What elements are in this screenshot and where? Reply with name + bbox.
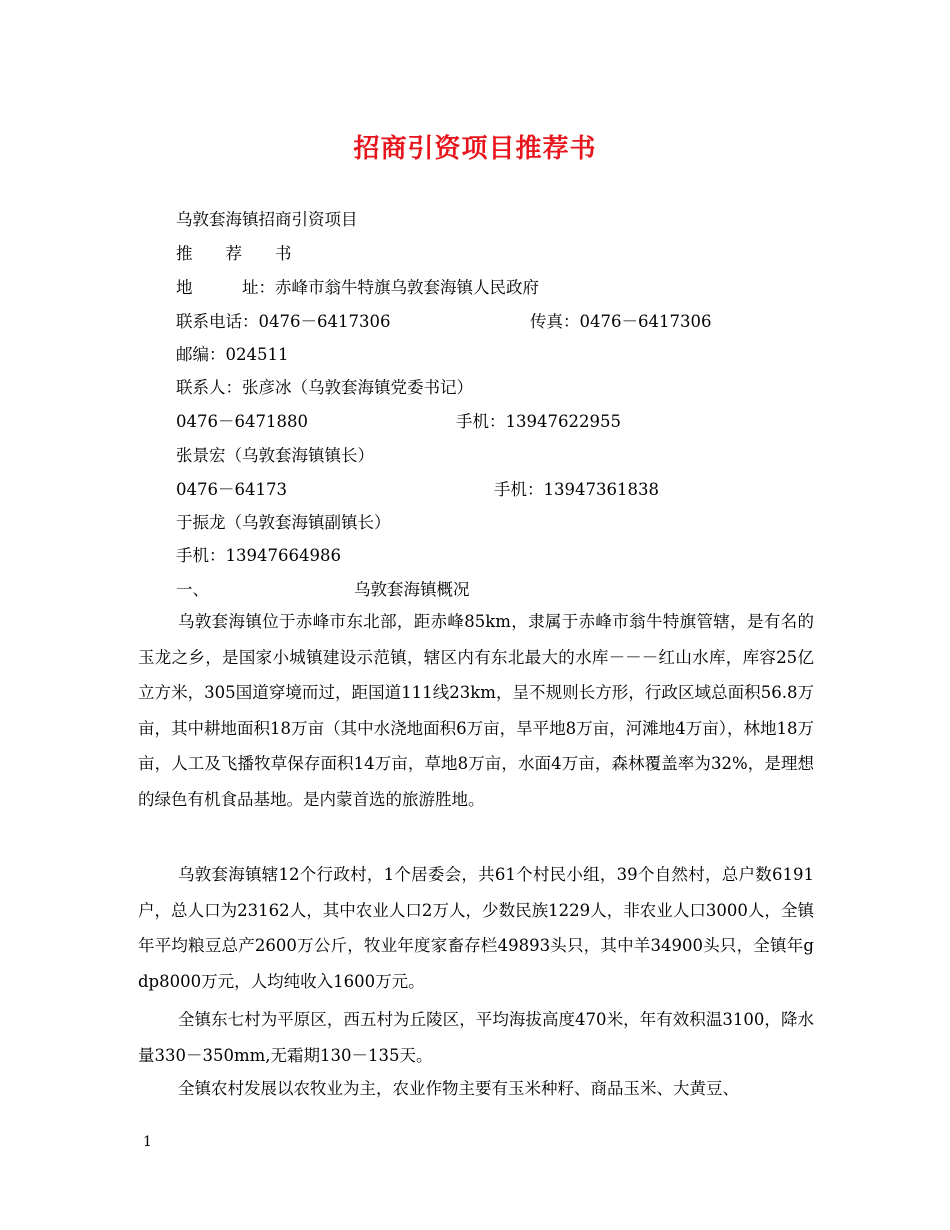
contact2-mobile: 手机：13947361838 (494, 480, 659, 499)
paragraph-agriculture: 全镇农村发展以农牧业为主，农业作物主要有玉米种籽、商品玉米、大黄豆、 (178, 1079, 739, 1098)
project-name: 乌敦套海镇招商引资项目 (176, 210, 358, 229)
postcode-line: 邮编：024511 (176, 345, 289, 364)
paragraph-overview: 乌敦套海镇位于赤峰市东北部，距赤峰85km，隶属于赤峰市翁牛特旗管辖，是有名的玉龙之乡，是国家小城镇建设示范镇，辖区内有东北最大的水库－－－红山水库，库容25亿立方米，305国道穿境而过，距国道111线23km，呈不规则长方形，行政区域总面积56.8万亩，其中耕地面积18万亩（其中水浇地面积6万亩，旱平地8万亩，河滩地4万亩），林地18万亩，人工及飞播牧草保存面积14万亩，草地8万亩，水面4万亩，森林覆盖率为32%，是理想的绿色有机食品基地。是内蒙首选的旅游胜地。 (138, 612, 814, 809)
document-title: 招商引资项目推荐书 (353, 134, 597, 164)
section1-heading: 乌敦套海镇概况 (354, 580, 470, 599)
fax-line: 传真：0476－6417306 (530, 312, 712, 331)
section1-number: 一、 (176, 580, 209, 599)
page-number: 1 (143, 1134, 152, 1150)
contact2-phone: 0476－64173 (176, 480, 287, 499)
contact3-line: 于振龙（乌敦套海镇副镇长） (176, 513, 391, 532)
contact1-phone: 0476－6471880 (176, 412, 308, 431)
paragraph-population: 乌敦套海镇辖12个行政村，1个居委会，共61个村民小组，39个自然村，总户数6191户，总人口为23162人，其中农业人口2万人，少数民族1229人，非农业人口3000人，全镇年平均粮豆总产2600万公斤，牧业年度家畜存栏49893头只，其中羊34900头只，全镇年gdp8000万元，人均纯收入1600万元。 (138, 865, 814, 991)
paragraph-geography: 全镇东七村为平原区，西五村为丘陵区，平均海拔高度470米，年有效积温3100，降水量330－350mm,无霜期130－135天。 (138, 1010, 814, 1065)
phone-line: 联系电话：0476－6417306 (176, 312, 391, 331)
contact2-line: 张景宏（乌敦套海镇镇长） (176, 446, 374, 465)
document-subtitle: 推 荐 书 (176, 244, 292, 263)
contact1-mobile: 手机：13947622955 (456, 412, 621, 431)
contact1-line: 联系人：张彦冰（乌敦套海镇党委书记） (176, 378, 473, 397)
contact3-mobile: 手机：13947664986 (176, 546, 341, 565)
address-line: 地 址：赤峰市翁牛特旗乌敦套海镇人民政府 (176, 278, 539, 297)
